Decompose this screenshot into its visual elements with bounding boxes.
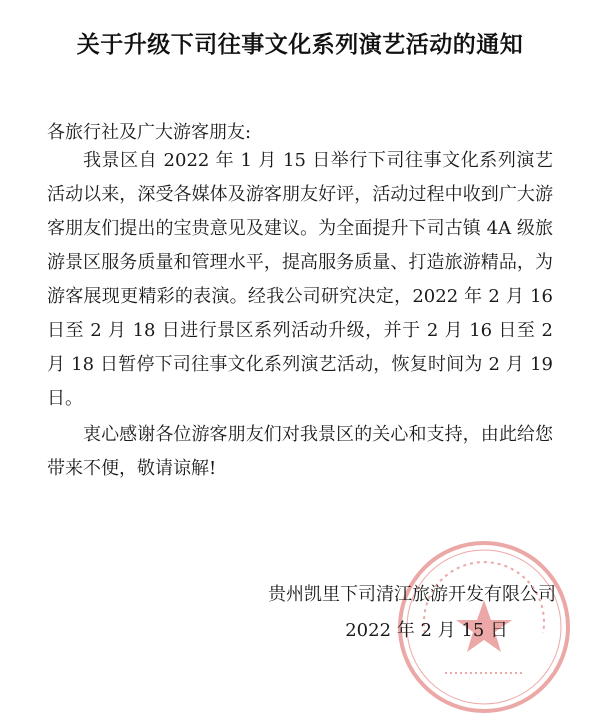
page-title: 关于升级下司往事文化系列演艺活动的通知 [76,32,524,58]
body-paragraph-2: 衷心感谢各位游客朋友们对我景区的关心和支持，由此给您带来不便，敬请谅解! [47,424,553,479]
signature-date: 2022 年 2 月 15 日 [345,620,508,641]
body-paragraph-1: 我景区自 2022 年 1 月 15 日举行下司往事文化系列演艺活动以来，深受各媒体及游客朋友好评，活动过程中收到广大游客朋友们提出的宝贵意见及建议。为全面提升下司古镇 4A 级旅游景区服务质量和管理水平，提高服务质量、打造旅游精品，为游客展现更精彩的表演。经我公司研究决定，2022 年 2 月 16 日至 2 月 18 日进行景区系列活动升级，并于 2 月 16 日至 2 月 18 日暂停下司往事文化系列演艺活动，恢复时间为 2 月 19 日。 [47,150,553,409]
salutation: 各旅行社及广大游客朋友: [47,122,252,143]
signature-company: 贵州凯里下司清江旅游开发有限公司 [268,584,556,605]
